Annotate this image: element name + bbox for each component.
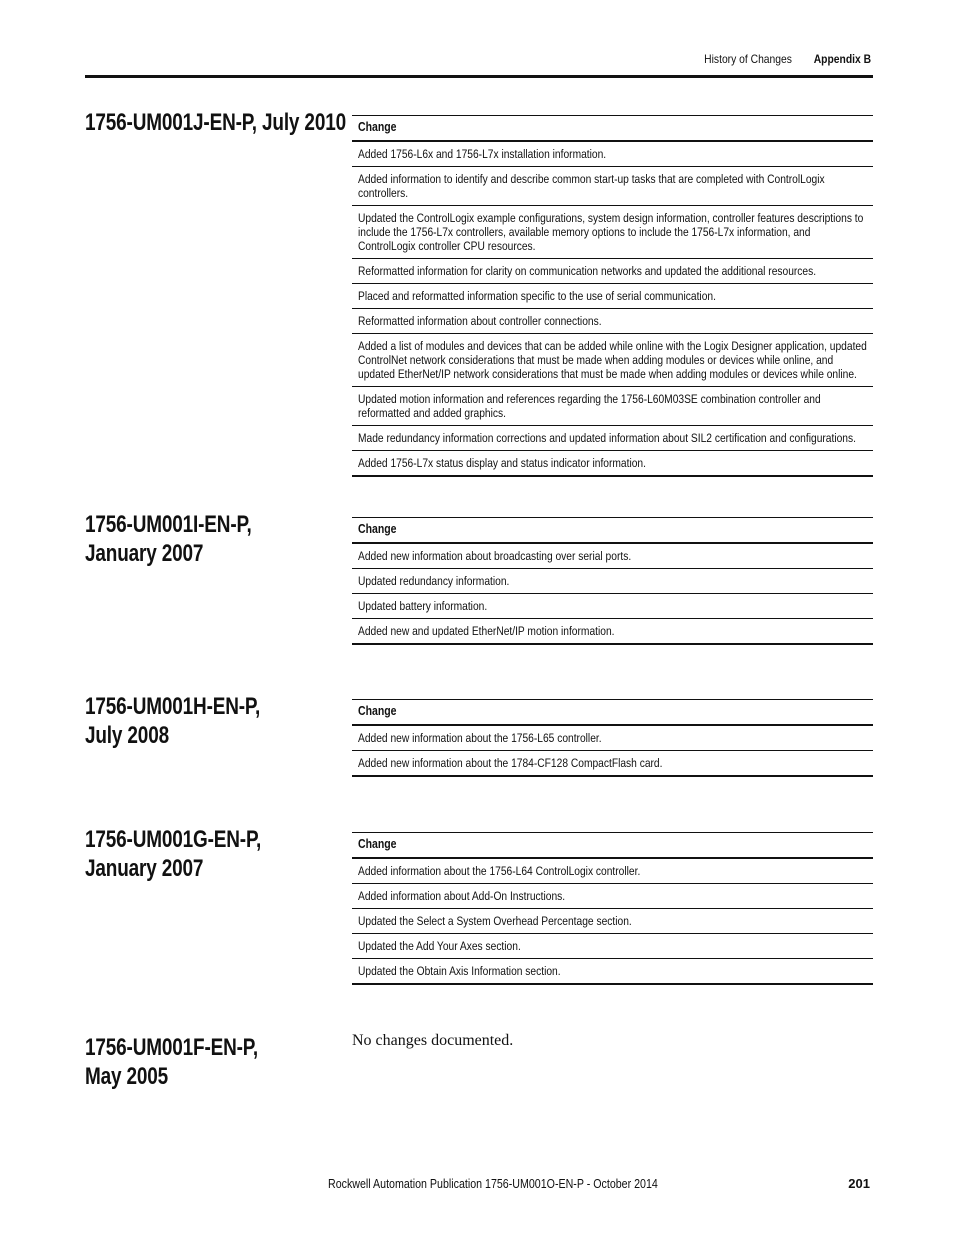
table-row: Placed and reformatted information specific to the use of serial communication. bbox=[352, 284, 873, 309]
table-row: Added new information about broadcasting over serial ports. bbox=[352, 543, 873, 569]
table-row: Updated battery information. bbox=[352, 594, 873, 619]
footer-publication: Rockwell Automation Publication 1756-UM001O-EN-P - October 2014 bbox=[328, 1176, 658, 1191]
table-row: Updated the Obtain Axis Information section. bbox=[358, 964, 561, 978]
table-row: Added new and updated EtherNet/IP motion information. bbox=[358, 624, 615, 638]
table-row: Updated motion information and references regarding the 1756-L60M03SE combination controller and reformatted and added graphics. bbox=[352, 387, 873, 426]
column-header-change: Change bbox=[352, 518, 873, 544]
section-title: 1756-UM001F-EN-P, May 2005 bbox=[85, 1034, 258, 1090]
change-table bbox=[352, 832, 873, 985]
table-row: Added 1756-L7x status display and status indicator information. bbox=[358, 456, 646, 470]
table-row: Updated the Add Your Axes section. bbox=[352, 934, 873, 959]
table-row: Added 1756-L6x and 1756-L7x installation information. bbox=[352, 141, 873, 167]
page-number: 201 bbox=[848, 1176, 870, 1191]
no-changes-note: No changes documented. bbox=[352, 1032, 514, 1049]
running-header bbox=[704, 52, 871, 66]
column-header-change: Change bbox=[352, 700, 873, 726]
section-title: 1756-UM001H-EN-P, July 2008 bbox=[85, 693, 261, 749]
section-title: 1756-UM001I-EN-P, January 2007 bbox=[85, 511, 252, 567]
header-rule bbox=[85, 75, 873, 78]
table-row: Updated redundancy information. bbox=[352, 569, 873, 594]
section-title: 1756-UM001J-EN-P, July 2010 bbox=[85, 109, 346, 136]
table-row: Updated the Select a System Overhead Percentage section. bbox=[352, 909, 873, 934]
table-row: Added information about the 1756-L64 ControlLogix controller. bbox=[352, 858, 873, 884]
change-table bbox=[352, 115, 873, 477]
table-row: Added information about Add-On Instructions. bbox=[352, 884, 873, 909]
table-row: Added a list of modules and devices that can be added while online with the Logix Designer application, updated ControlNet network considerations that must be made when adding modules or devices while online, and updated EtherNet/IP network considerations that must be made when adding modules or devices while online. bbox=[352, 334, 873, 387]
column-header-change: Change bbox=[352, 833, 873, 859]
change-table bbox=[352, 517, 873, 645]
running-header-section: History of Changes bbox=[704, 52, 792, 66]
running-header-appendix: Appendix B bbox=[813, 52, 871, 66]
table-row: Added new information about the 1756-L65 controller. bbox=[352, 725, 873, 751]
change-table bbox=[352, 699, 873, 777]
table-row: Added new information about the 1784-CF128 CompactFlash card. bbox=[358, 756, 663, 770]
table-row: Made redundancy information corrections and updated information about SIL2 certification and configurations. bbox=[352, 426, 873, 451]
table-row: Updated the ControlLogix example configurations, system design information, controller features descriptions to include the 1756-L7x controllers, available memory options to include the 1756-L7x information, and ControlLogix controller CPU resources. bbox=[352, 206, 873, 259]
table-row: Reformatted information for clarity on communication networks and updated the additional resources. bbox=[352, 259, 873, 284]
table-row: Added information to identify and describe common start-up tasks that are completed with ControlLogix controllers. bbox=[352, 167, 873, 206]
section-title: 1756-UM001G-EN-P, January 2007 bbox=[85, 826, 262, 882]
column-header-change: Change bbox=[352, 116, 873, 142]
table-row: Reformatted information about controller connections. bbox=[352, 309, 873, 334]
